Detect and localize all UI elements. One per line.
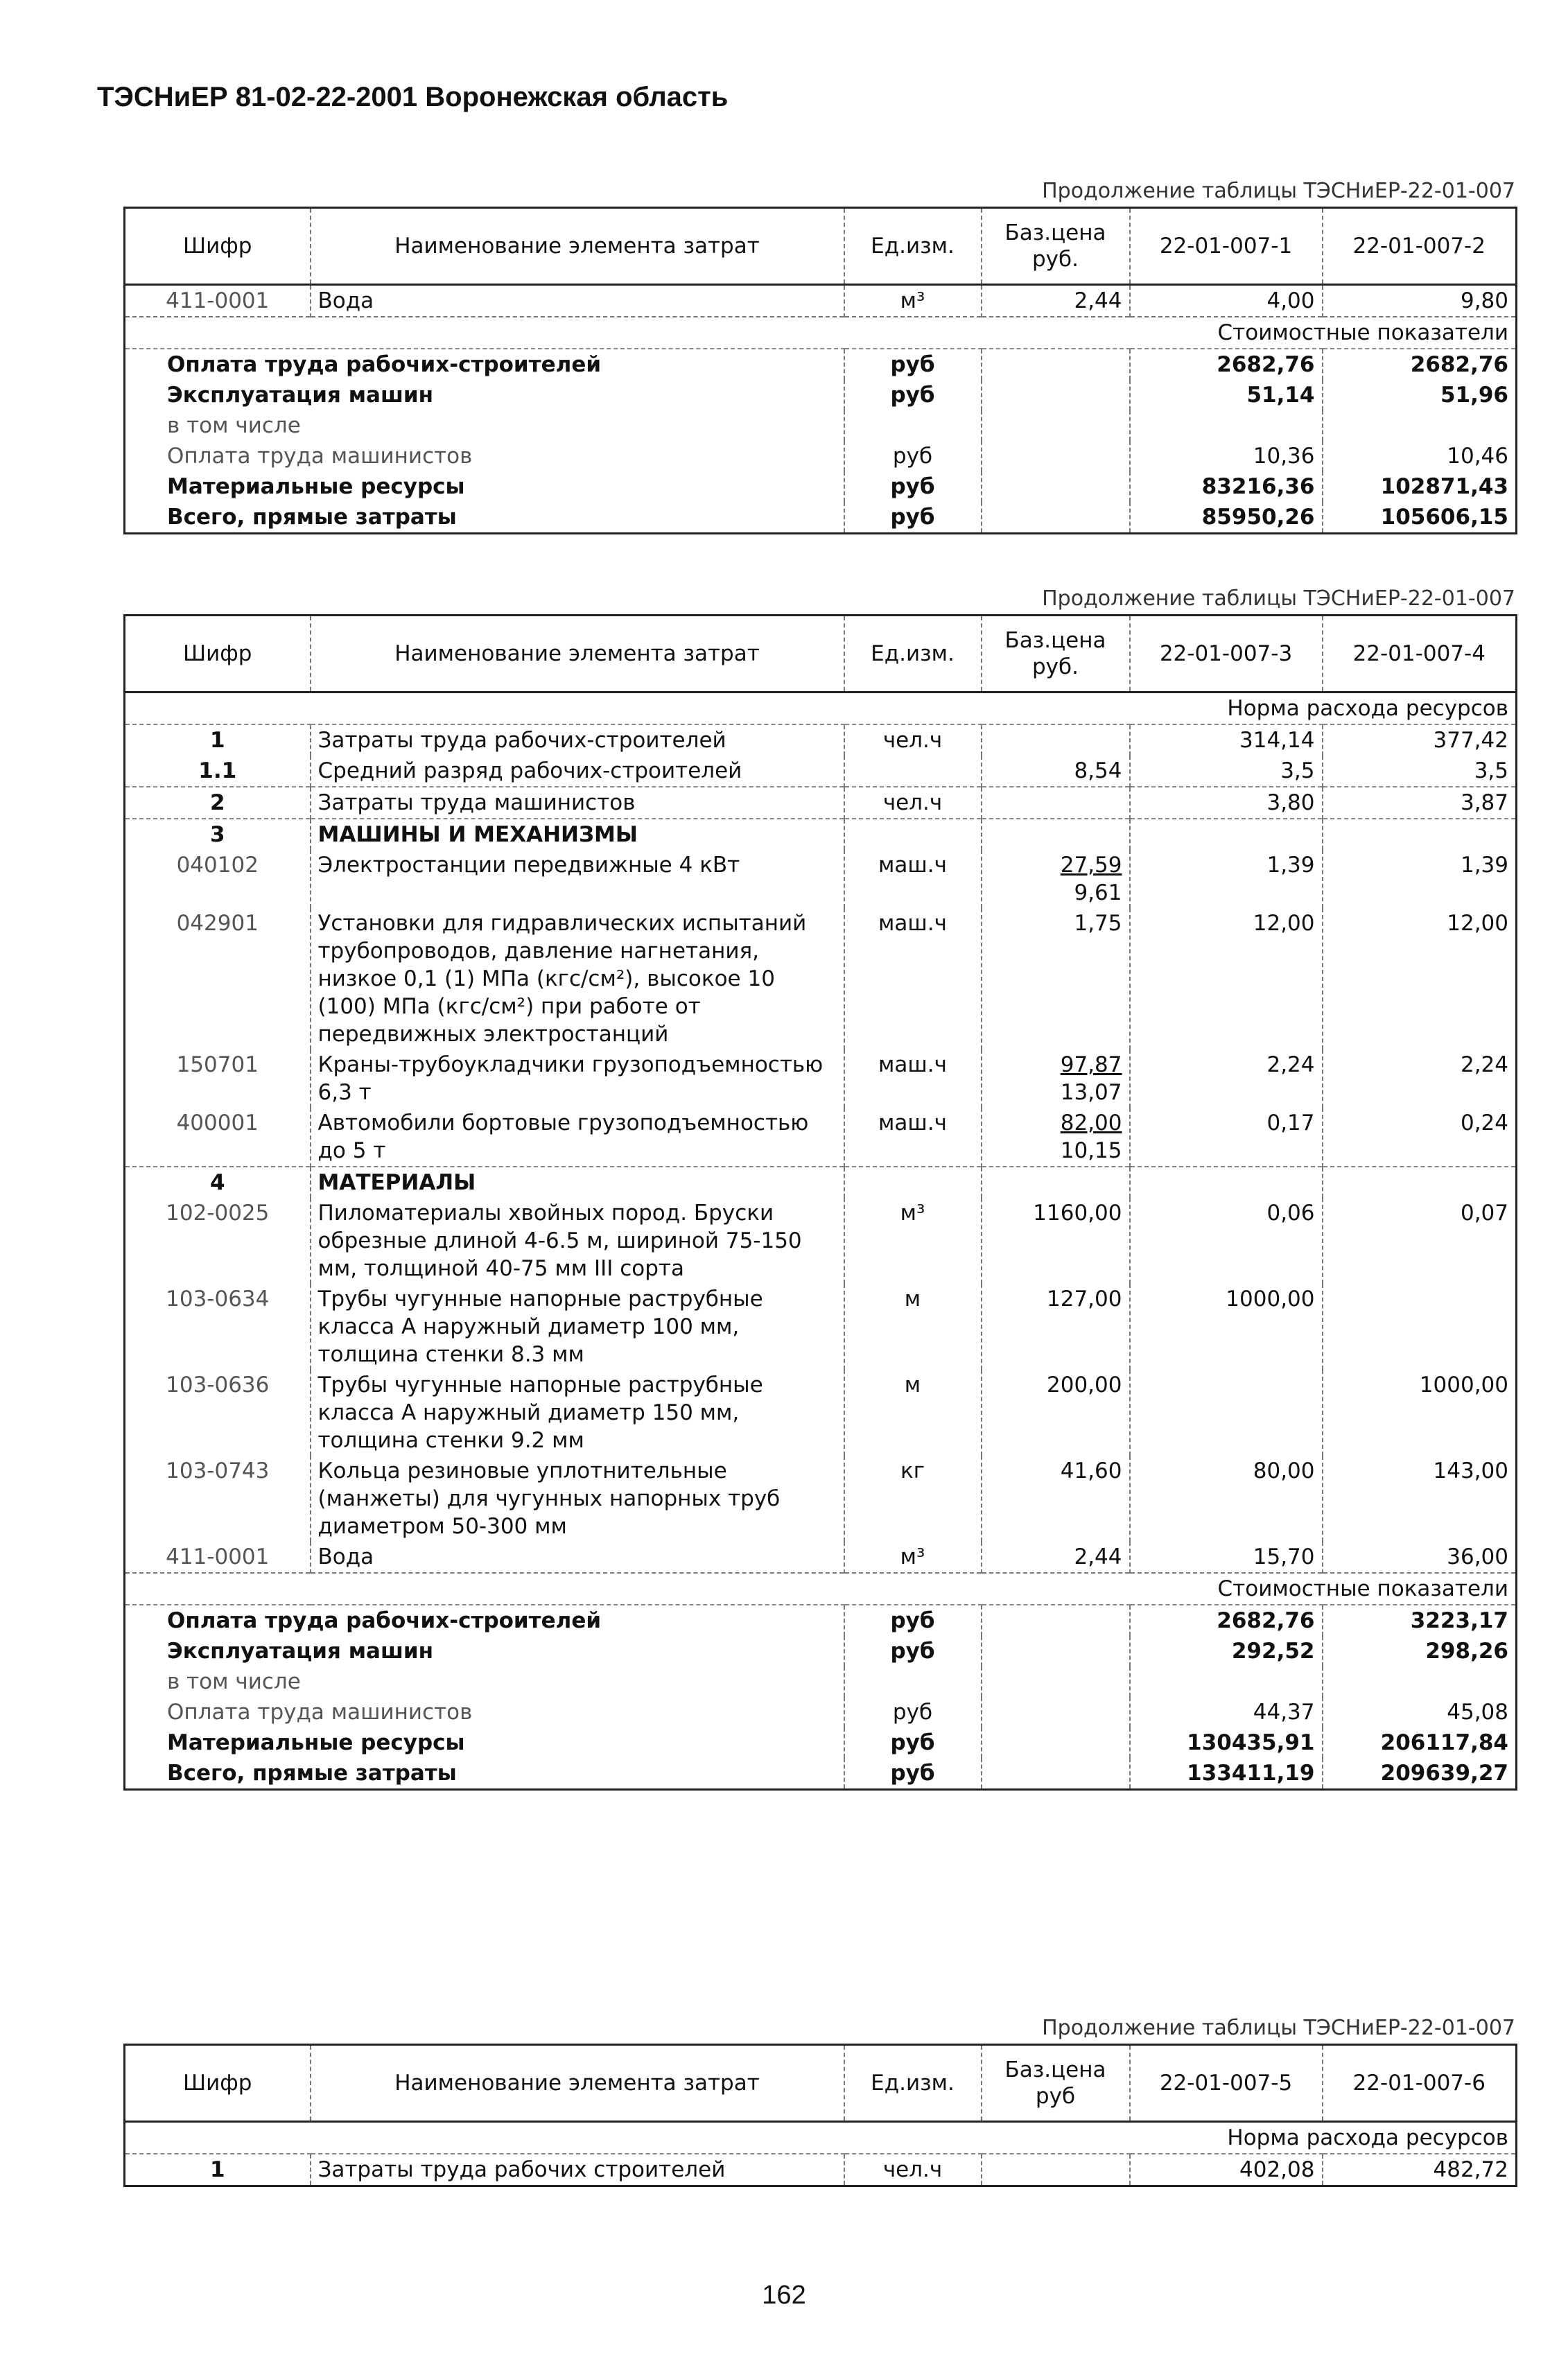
summary-name: Всего, прямые затраты [167,1761,457,1786]
resource-table-1 [123,207,1517,534]
continuation-label-3: Продолжение таблицы ТЭСНиЕР-22-01-007 [1042,2016,1515,2040]
row-unit: чел.ч [844,724,982,756]
row-value-1: 3,80 [1130,787,1323,819]
row-value-1: 2,24 [1130,1050,1323,1108]
summary-name: Оплата труда машинистов [167,1700,473,1725]
section-label: Норма расхода ресурсов [125,693,1517,725]
row-value-2 [1323,1284,1517,1370]
summary-empty [982,1666,1130,1697]
summary-row [125,349,1517,380]
summary-unit [844,410,982,441]
summary-empty [982,1605,1130,1636]
summary-value-1 [1130,410,1323,441]
resource-row [125,1050,1517,1108]
summary-value-1: 292,52 [1130,1636,1323,1666]
header-col-4: 22-01-007-4 [1323,616,1517,693]
price-value: 97,87 [1060,1052,1122,1077]
row-value-1: 0,17 [1130,1108,1323,1167]
summary-value-1: 51,14 [1130,380,1323,410]
row-value-2: 2,24 [1323,1050,1517,1108]
row-value-1: 3,5 [1130,756,1323,787]
summary-row [125,441,1517,471]
row-value-2: 3,5 [1323,756,1517,787]
row-price: 2,44 [982,1542,1130,1573]
summary-value-2: 10,46 [1323,441,1517,471]
row-name: Пиломатериалы хвойных пород. Бруски обрезные длиной 4-6.5 м, шириной 75-150 мм, толщиной 40-75 мм III сорта [311,1198,844,1284]
row-unit: м³ [844,1542,982,1573]
row-price [982,1108,1130,1167]
norm-section-header [125,2122,1517,2154]
row-code: 102-0025 [166,1201,270,1226]
price-secondary: 9,61 [1074,880,1122,905]
summary-name: в том числе [167,413,301,438]
row-unit: м³ [844,285,982,317]
summary-value-1: 130435,91 [1130,1727,1323,1758]
cost-section-header [125,1573,1517,1605]
page-number: 162 [762,2281,806,2310]
summary-value-2: 2682,76 [1323,349,1517,380]
summary-unit: руб [844,1605,982,1636]
row-unit [844,819,982,850]
row-code: 1 [125,2154,311,2186]
row-unit: маш.ч [844,908,982,1050]
header-name: Наименование элемента затрат [311,208,844,285]
summary-value-1 [1130,1666,1323,1697]
row-value-2: 0,07 [1323,1198,1517,1284]
row-unit: м [844,1284,982,1370]
header-code: Шифр [125,2045,311,2122]
summary-empty [982,1758,1130,1790]
summary-value-2: 105606,15 [1323,502,1517,534]
resource-row [125,1284,1517,1370]
summary-value-2: 45,08 [1323,1697,1517,1727]
row-price [982,850,1130,908]
row-value-1: 4,00 [1130,285,1323,317]
summary-unit [844,1666,982,1697]
row-price: 1,75 [982,908,1130,1050]
row-unit: маш.ч [844,850,982,908]
summary-empty [982,1727,1130,1758]
row-value-2: 377,42 [1323,724,1517,756]
header-code: Шифр [125,208,311,285]
row-value-1: 402,08 [1130,2154,1323,2186]
row-value-1: 1,39 [1130,850,1323,908]
row-unit [844,1167,982,1198]
resource-row [125,908,1517,1050]
summary-value-2: 298,26 [1323,1636,1517,1666]
header-col-3: 22-01-007-3 [1130,616,1323,693]
row-code: 1.1 [198,758,237,783]
document-title: ТЭСНиЕР 81-02-22-2001 Воронежская область [97,82,729,112]
summary-value-2: 209639,27 [1323,1758,1517,1790]
row-value-1: 1000,00 [1130,1284,1323,1370]
resource-table-2 [123,614,1517,1791]
summary-value-2: 51,96 [1323,380,1517,410]
header-unit: Ед.изм. [844,2045,982,2122]
row-value-2: 143,00 [1323,1456,1517,1542]
row-value-1: 12,00 [1130,908,1323,1050]
row-price [982,787,1130,819]
header-unit: Ед.изм. [844,208,982,285]
header-col-1: 22-01-007-1 [1130,208,1323,285]
row-code: 103-0634 [166,1287,270,1312]
summary-empty [982,441,1130,471]
row-name: Затраты труда рабочих строителей [311,2154,844,2186]
summary-row [125,1697,1517,1727]
summary-name: Оплата труда машинистов [167,444,473,469]
resource-row [125,1456,1517,1542]
summary-row [125,1605,1517,1636]
header-base-price: Баз.цена руб [982,2045,1130,2122]
header-base-price: Баз.цена руб. [982,208,1130,285]
summary-empty [982,1636,1130,1666]
norm-section-header [125,693,1517,725]
row-name: Вода [311,1542,844,1573]
summary-value-1: 85950,26 [1130,502,1323,534]
summary-empty [982,380,1130,410]
row-value-1: 15,70 [1130,1542,1323,1573]
row-name: Кольца резиновые уплотнительные (манжеты) для чугунных напорных труб диаметром 50-300 мм [311,1456,844,1542]
row-price: 8,54 [982,756,1130,787]
row-value-2: 3,87 [1323,787,1517,819]
row-unit: чел.ч [844,787,982,819]
summary-value-2 [1323,1666,1517,1697]
row-value-1 [1130,1370,1323,1456]
resource-row [125,2154,1517,2186]
resource-row [125,285,1517,317]
table-header [125,2045,1517,2122]
row-name: Электростанции передвижные 4 кВт [311,850,844,908]
row-price [982,1050,1130,1108]
row-price [982,724,1130,756]
header-col-2: 22-01-007-2 [1323,208,1517,285]
row-price: 1160,00 [982,1198,1130,1284]
table-header [125,208,1517,285]
summary-value-2: 206117,84 [1323,1727,1517,1758]
row-value-2: 1,39 [1323,850,1517,908]
row-code: 1 [125,724,311,756]
row-value-2 [1323,819,1517,850]
summary-row [125,1758,1517,1790]
row-price: 41,60 [982,1456,1130,1542]
section-heading-row [125,819,1517,850]
summary-empty [982,502,1130,534]
row-value-2: 0,24 [1323,1108,1517,1167]
resource-row [125,724,1517,756]
row-code: 411-0001 [166,1544,270,1569]
row-code: 103-0743 [166,1459,270,1483]
row-price: 200,00 [982,1370,1130,1456]
summary-row [125,410,1517,441]
row-code: 2 [125,787,311,819]
table-header [125,616,1517,693]
summary-value-2 [1323,410,1517,441]
row-value-2: 482,72 [1323,2154,1517,2186]
summary-name: Оплата труда рабочих-строителей [125,1605,844,1636]
resource-row [125,1542,1517,1573]
row-unit: м³ [844,1198,982,1284]
row-code: 3 [125,819,311,850]
row-name: Трубы чугунные напорные раструбные класса А наружный диаметр 150 мм, толщина стенки 9.2 мм [311,1370,844,1456]
summary-row [125,502,1517,534]
summary-empty [982,1697,1130,1727]
summary-value-1: 83216,36 [1130,471,1323,502]
summary-name: в том числе [167,1669,301,1694]
section-label: Норма расхода ресурсов [125,2122,1517,2154]
summary-empty [982,471,1130,502]
resource-row [125,756,1517,787]
row-code: 150701 [176,1052,259,1077]
summary-unit: руб [844,1727,982,1758]
continuation-label-2: Продолжение таблицы ТЭСНиЕР-22-01-007 [1042,586,1515,611]
summary-row [125,1666,1517,1697]
row-price: 2,44 [982,285,1130,317]
summary-name: Эксплуатация машин [167,1639,434,1664]
header-col-6: 22-01-007-6 [1323,2045,1517,2122]
summary-empty [982,410,1130,441]
row-value-1 [1130,1167,1323,1198]
resource-row [125,1370,1517,1456]
summary-value-1: 44,37 [1130,1697,1323,1727]
resource-row [125,1198,1517,1284]
row-unit: маш.ч [844,1108,982,1167]
row-price: 127,00 [982,1284,1130,1370]
header-name: Наименование элемента затрат [311,616,844,693]
summary-empty [982,349,1130,380]
summary-unit: руб [844,380,982,410]
row-name: Установки для гидравлических испытаний трубопроводов, давление нагнетания, низкое 0,1 (1) МПа (кгс/см²), высокое 10 (100) МПа (кгс/см²) при работе от передвижных электростанций [311,908,844,1050]
row-name: Вода [311,285,844,317]
row-name: МАШИНЫ И МЕХАНИЗМЫ [311,819,844,850]
row-unit: м [844,1370,982,1456]
row-code: 4 [125,1167,311,1198]
header-unit: Ед.изм. [844,616,982,693]
row-value-2: 36,00 [1323,1542,1517,1573]
summary-unit: руб [844,1758,982,1790]
summary-name: Материальные ресурсы [167,1730,465,1755]
summary-unit: руб [844,471,982,502]
row-code: 411-0001 [125,285,311,317]
row-price [982,1167,1130,1198]
resource-row [125,850,1517,908]
row-price [982,2154,1130,2186]
summary-value-1: 10,36 [1130,441,1323,471]
resource-table-3 [123,2044,1517,2187]
summary-unit: руб [844,1697,982,1727]
row-code: 042901 [176,911,259,936]
resource-row [125,787,1517,819]
summary-value-2: 3223,17 [1323,1605,1517,1636]
summary-row [125,1636,1517,1666]
row-name: Средний разряд рабочих-строителей [311,756,844,787]
row-value-2 [1323,1167,1517,1198]
section-label: Стоимостные показатели [125,1573,1517,1605]
summary-name: Всего, прямые затраты [167,505,457,530]
resource-row [125,1108,1517,1167]
row-value-1 [1130,819,1323,850]
row-code: 103-0636 [166,1373,270,1398]
row-name: Затраты труда рабочих-строителей [311,724,844,756]
header-col-5: 22-01-007-5 [1130,2045,1323,2122]
cost-section-header [125,317,1517,349]
row-code: 400001 [176,1111,259,1135]
price-secondary: 10,15 [1060,1138,1122,1163]
row-value-2: 9,80 [1323,285,1517,317]
summary-value-1: 2682,76 [1130,349,1323,380]
price-value: 82,00 [1060,1111,1122,1135]
summary-name: Эксплуатация машин [167,383,434,408]
summary-unit: руб [844,502,982,534]
row-name: Затраты труда машинистов [311,787,844,819]
summary-unit: руб [844,441,982,471]
row-value-1: 80,00 [1130,1456,1323,1542]
row-name: МАТЕРИАЛЫ [311,1167,844,1198]
row-value-2: 1000,00 [1323,1370,1517,1456]
row-name: Краны-трубоукладчики грузоподъемностью 6,3 т [311,1050,844,1108]
continuation-label-1: Продолжение таблицы ТЭСНиЕР-22-01-007 [1042,179,1515,203]
summary-unit: руб [844,349,982,380]
row-value-1: 314,14 [1130,724,1323,756]
row-unit: маш.ч [844,1050,982,1108]
price-secondary: 13,07 [1060,1080,1122,1105]
summary-unit: руб [844,1636,982,1666]
row-price [982,819,1130,850]
summary-value-1: 133411,19 [1130,1758,1323,1790]
row-unit [844,756,982,787]
row-unit: чел.ч [844,2154,982,2186]
summary-row [125,471,1517,502]
summary-value-1: 2682,76 [1130,1605,1323,1636]
row-name: Трубы чугунные напорные раструбные класса А наружный диаметр 100 мм, толщина стенки 8.3 мм [311,1284,844,1370]
row-code: 040102 [176,853,259,878]
summary-name: Материальные ресурсы [167,474,465,499]
row-unit: кг [844,1456,982,1542]
summary-row [125,380,1517,410]
header-code: Шифр [125,616,311,693]
section-label: Стоимостные показатели [125,317,1517,349]
summary-name: Оплата труда рабочих-строителей [125,349,844,380]
summary-row [125,1727,1517,1758]
header-base-price: Баз.цена руб. [982,616,1130,693]
header-name: Наименование элемента затрат [311,2045,844,2122]
row-value-2: 12,00 [1323,908,1517,1050]
row-name: Автомобили бортовые грузоподъемностью до 5 т [311,1108,844,1167]
section-heading-row [125,1167,1517,1198]
summary-value-2: 102871,43 [1323,471,1517,502]
row-value-1: 0,06 [1130,1198,1323,1284]
price-value: 27,59 [1060,853,1122,878]
